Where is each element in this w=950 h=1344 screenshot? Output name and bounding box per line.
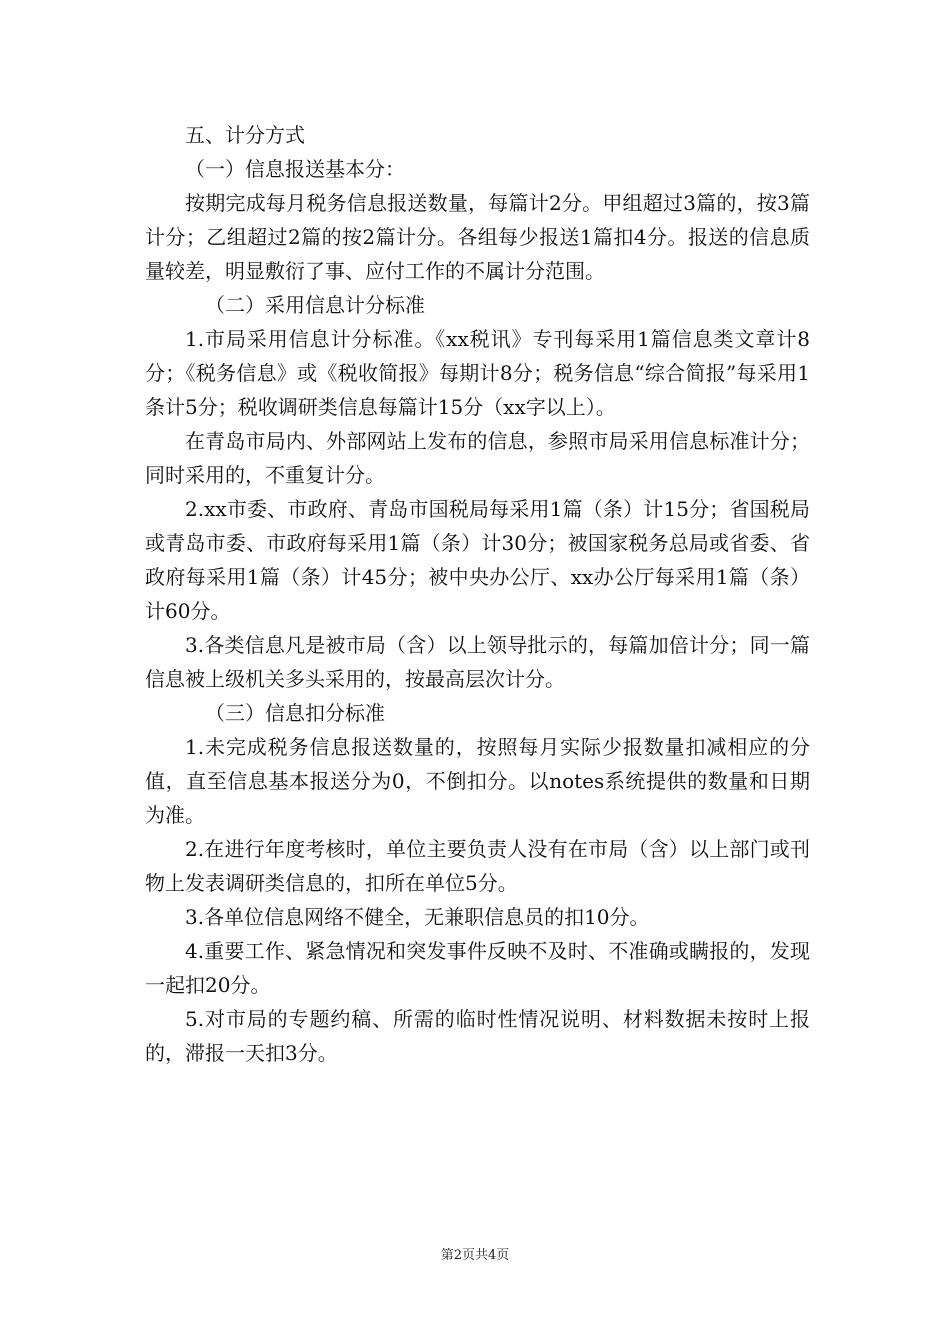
paragraph-higher-level-adoption: 2.xx市委、市政府、青岛市国税局每采用1篇（条）计15分；省国税局或青岛市委、市政府每采用1篇（条）计30分；被国家税务总局或省委、省政府每采用1篇（条）计45分；被中央办公厅、xx办公厅每采用1篇（条）计60分。 bbox=[145, 497, 810, 623]
subsection-heading-deduction-standard: （三）信息扣分标准 bbox=[205, 701, 385, 725]
paragraph-deduction-research: 2.在进行年度考核时，单位主要负责人没有在市局（含）以上部门或刊物上发表调研类信息的，扣所在单位5分。 bbox=[145, 837, 810, 895]
paragraph-basic-score-rules: 按期完成每月税务信息报送数量，每篇计2分。甲组超过3篇的，按3篇计分；乙组超过2篇的按2篇计分。各组每少报送1篇扣4分。报送的信息质量较差，明显敷衍了事、应付工作的不属计分范围。 bbox=[145, 191, 810, 283]
paragraph-website-adoption: 在青岛市局内、外部网站上发布的信息，参照市局采用信息标准计分；同时采用的，不重复计分。 bbox=[145, 429, 810, 487]
paragraph-city-bureau-adoption: 1.市局采用信息计分标准。《xx税讯》专刊每采用1篇信息类文章计8分；《税务信息》或《税收简报》每期计8分；税务信息“综合简报”每采用1条计5分；税收调研类信息每篇计15分（xx字以上）。 bbox=[145, 327, 810, 419]
page-number: 第2页共4页 bbox=[440, 1248, 510, 1263]
document-body bbox=[145, 118, 810, 1070]
paragraph-deduction-emergency: 4.重要工作、紧急情况和突发事件反映不及时、不准确或瞒报的，发现一起扣20分。 bbox=[145, 939, 810, 997]
subsection-heading-adoption-standard: （二）采用信息计分标准 bbox=[205, 293, 425, 317]
paragraph-deduction-late-report: 5.对市局的专题约稿、所需的临时性情况说明、材料数据未按时上报的，滞报一天扣3分。 bbox=[145, 1007, 810, 1065]
page-footer bbox=[0, 1247, 950, 1265]
subsection-heading-basic-score: （一）信息报送基本分： bbox=[185, 157, 405, 181]
paragraph-deduction-network: 3.各单位信息网络不健全，无兼职信息员的扣10分。 bbox=[185, 905, 650, 929]
paragraph-leader-instruction: 3.各类信息凡是被市局（含）以上领导批示的，每篇加倍计分；同一篇信息被上级机关多头采用的，按最高层次计分。 bbox=[145, 633, 810, 691]
section-heading-scoring-method: 五、计分方式 bbox=[185, 123, 305, 147]
paragraph-deduction-quantity: 1.未完成税务信息报送数量的，按照每月实际少报数量扣减相应的分值，直至信息基本报送分为0，不倒扣分。以notes系统提供的数量和日期为准。 bbox=[145, 735, 810, 827]
